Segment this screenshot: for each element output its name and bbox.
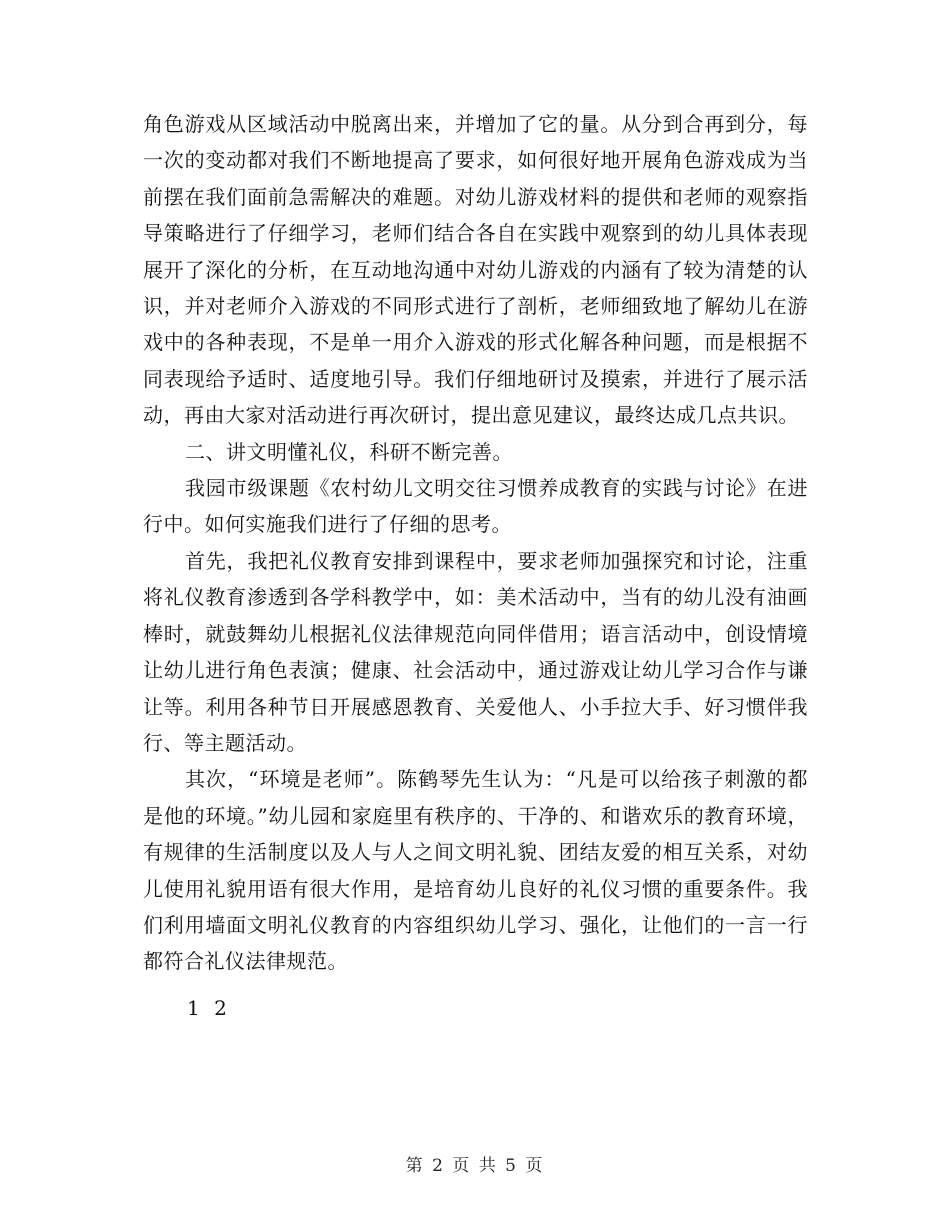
inline-number: 1 2 [187, 995, 231, 1020]
paragraph-role-play: 角色游戏从区域活动中脱离出来，并增加了它的量。从分到合再到分，每一次的变动都对我们不断地提高了要求，如何很好地开展角色游戏成为当前摆在我们面前急需解决的难题。对幼儿游戏材料的提供和老师的观察指导策略进行了仔细学习，老师们结合各自在实践中观察到的幼儿具体表现展开了深化的分析，在互动地沟通中对幼儿游戏的内涵有了较为清楚的认识，并对老师介入游戏的不同形式进行了剖析，老师细致地了解幼儿在游戏中的各种表现，不是单一用介入游戏的形式化解各种问题，而是根据不同表现给予适时、适度地引导。我们仔细地研讨及摸索，并进行了展示活动，再由大家对活动进行再次研讨，提出意见建议，最终达成几点共识。 [143, 112, 808, 428]
document-body [143, 106, 808, 1026]
paragraph-research-topic: 我园市级课题《农村幼儿文明交往习惯养成教育的实践与讨论》在进行中。如何实施我们进行了仔细的思考。 [143, 476, 808, 537]
page-footer: 第 2 页 共 5 页 [405, 1156, 545, 1176]
paragraph-first: 首先，我把礼仪教育安排到课程中，要求老师加强探究和讨论，注重将礼仪教育渗透到各学科教学中，如：美术活动中，当有的幼儿没有油画棒时，就鼓舞幼儿根据礼仪法律规范向同伴借用；语言活动中，创设情境让幼儿进行角色表演；健康、社会活动中，通过游戏让幼儿学习合作与谦让等。利用各种节日开展感恩教育、关爱他人、小手拉大手、好习惯伴我行、等主题活动。 [143, 548, 808, 755]
paragraph-second: 其次，“环境是老师”。陈鹤琴先生认为：“凡是可以给孩子刺激的都是他的环境。”幼儿园和家庭里有秩序的、干净的、和谐欢乐的教育环境，有规律的生活制度以及人与人之间文明礼貌、团结友爱的相互关系，对幼儿使用礼貌用语有很大作用，是培育幼儿良好的礼仪习惯的重要条件。我们利用墙面文明礼仪教育的内容组织幼儿学习、强化，让他们的一言一行都符合礼仪法律规范。 [143, 767, 808, 974]
section-heading-etiquette: 二、讲文明懂礼仪，科研不断完善。 [185, 439, 513, 464]
